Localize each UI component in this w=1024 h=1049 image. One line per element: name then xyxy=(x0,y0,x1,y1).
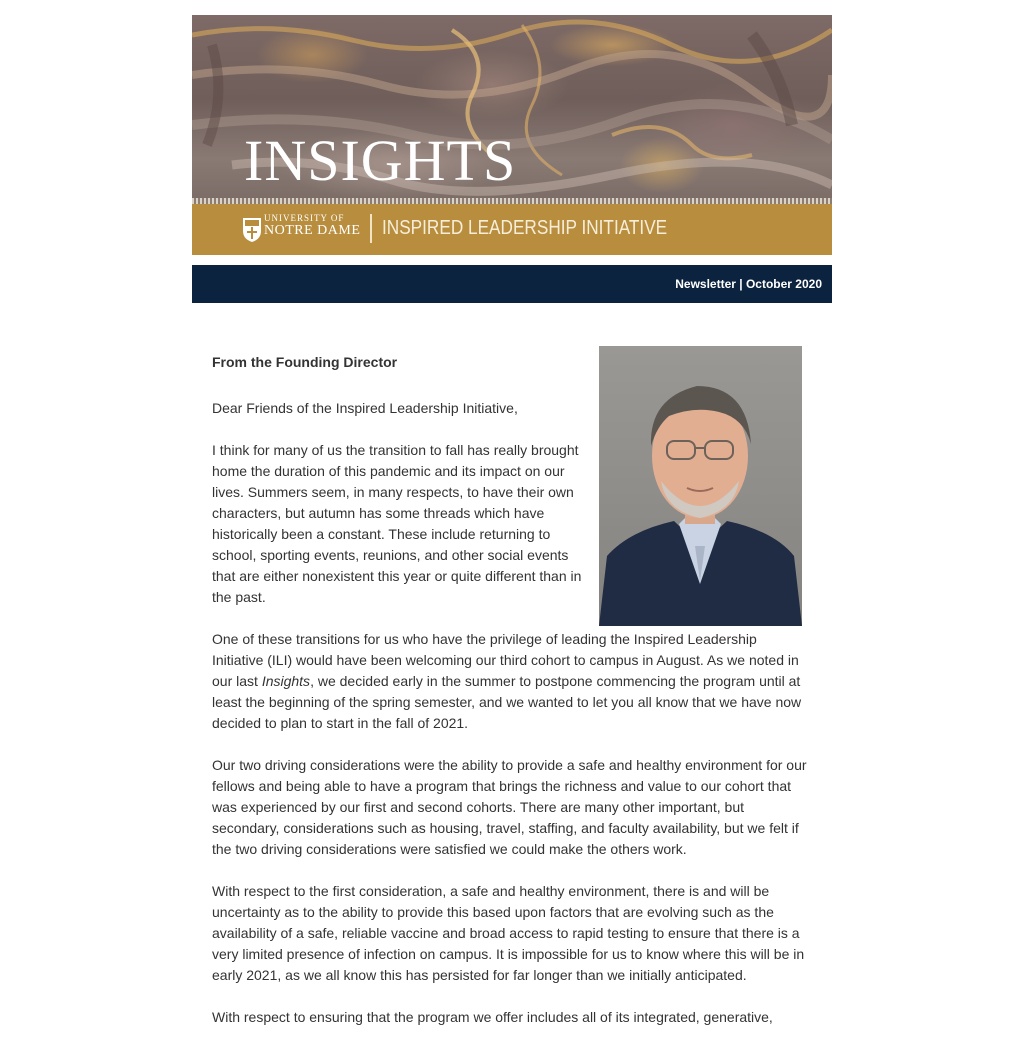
paragraph-text: , we decided early in the summer to postpone commencing the program until at least the beginning of the spring semester, and we wanted to let you all know that we have now decided to plan to start in the fall of 2021. xyxy=(212,673,802,731)
paragraph: Our two driving considerations were the ability to provide a safe and healthy environment for our fellows and being able to have a program that brings the richness and value to our cohort that was experienced by our first and second cohorts. There are many other important, but secondary, considerations such as housing, travel, staffing, and faculty availability, but we felt if the two driving considerations were satisfied we could make the others work. xyxy=(212,757,807,857)
paragraph: With respect to the first consideration, a safe and healthy environment, there is and will be uncertainty as to the ability to provide this based upon factors that are evolving such as the availability of a safe, reliable vaccine and broad access to rapid testing to ensure that there is a very limited presence of infection on campus. It is impossible for us to know where this will be in early 2021, as we all know this has persisted for far longer than we initially anticipated. xyxy=(212,883,805,983)
branding-band xyxy=(192,204,832,255)
newsletter-title: INSIGHTS xyxy=(244,128,517,193)
program-name: INSPIRED LEADERSHIP INITIATIVE xyxy=(382,217,668,239)
publication-name: Insights xyxy=(261,673,311,689)
portrait-photo-icon xyxy=(599,346,802,626)
director-portrait xyxy=(599,346,802,626)
paragraph: With respect to ensuring that the program we offer includes all of its integrated, generative, xyxy=(212,1009,773,1025)
logo-divider xyxy=(370,214,372,243)
header-banner xyxy=(192,15,832,255)
university-name: NOTRE DAME xyxy=(264,223,361,238)
newsletter-date: Newsletter | October 2020 xyxy=(675,277,822,291)
section-heading: From the Founding Director xyxy=(212,354,398,370)
paragraph: I think for many of us the transition to fall has really brought home the duration of this pandemic and its impact on our lives. Summers seem, in many respects, to have their own characters, but autumn has some threads which have historically been a constant. These include returning to school, sporting events, reunions, and other social events that are either nonexistent this year or quite different than in the past. xyxy=(212,442,582,605)
paragraph xyxy=(212,629,812,734)
salutation: Dear Friends of the Inspired Leadership Initiative, xyxy=(212,400,518,416)
newsletter-date-bar xyxy=(192,265,832,303)
paragraph-text: One of these transitions for us who have the privilege of leading the Inspired Leadership Initiative (ILI) would have been welcoming our third cohort to campus in August. As we noted in our last xyxy=(212,631,799,689)
newsletter-email xyxy=(192,15,832,291)
notre-dame-shield-icon xyxy=(242,217,262,243)
article-body xyxy=(212,346,812,1049)
university-label: UNIVERSITY OF xyxy=(264,213,345,223)
